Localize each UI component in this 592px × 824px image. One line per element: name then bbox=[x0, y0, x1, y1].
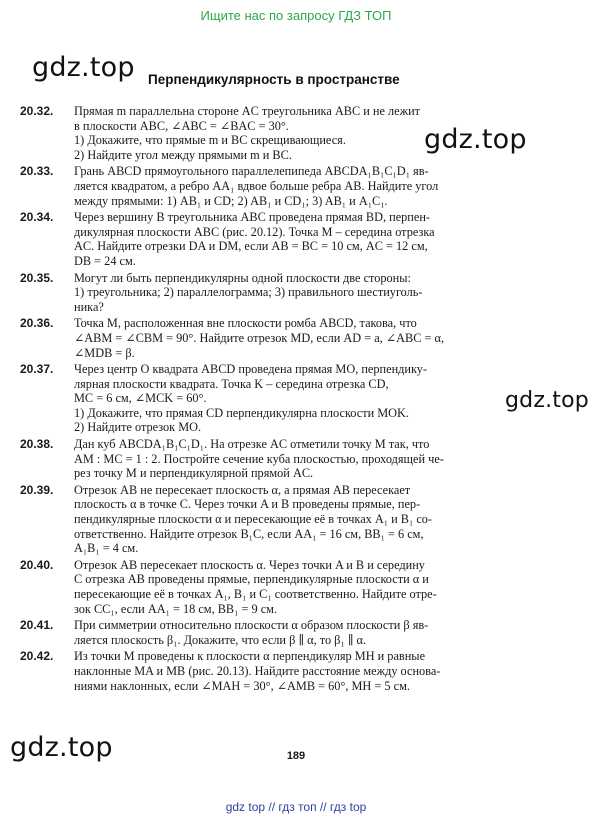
problem-number: 20.36. bbox=[20, 316, 54, 331]
watermark-logo: gdz.top bbox=[32, 52, 135, 83]
problem-item bbox=[20, 362, 572, 435]
problem-text-line: пендикулярные плоскости α и пересекающие её в точках A₁ и B₁ со- bbox=[74, 512, 433, 527]
problem-text-line: Через центр O квадрата ABCD проведена прямая MO, перпендику- bbox=[74, 362, 428, 377]
section-title: Перпендикулярность в пространстве bbox=[148, 72, 400, 87]
problem-item bbox=[20, 437, 572, 481]
problem-text-line: C отрезка AB проведены прямые, перпендикулярные плоскости α и bbox=[74, 572, 429, 587]
problem-item bbox=[20, 164, 572, 208]
problem-text-line: пересекающие её в точках A₁, B₁ и C₁ соответственно. Найдите отре- bbox=[74, 587, 437, 601]
problem-item bbox=[20, 483, 572, 556]
problem-text-line: рез точку M и перпендикулярной прямой AC. bbox=[74, 466, 314, 481]
problem-text-line: ниями наклонных, если ∠MAH = 30°, ∠AMB = 60°, MH = 5 см. bbox=[74, 678, 410, 693]
problem-number: 20.38. bbox=[20, 437, 54, 452]
watermark-logo: gdz.top bbox=[10, 732, 113, 763]
problem-text-line: ляется квадратом, а ребро AA₁ вдвое больше ребра AB. Найдите угол bbox=[74, 178, 439, 193]
problem-item bbox=[20, 558, 572, 616]
problem-number: 20.42. bbox=[20, 649, 54, 664]
problem-item bbox=[20, 316, 572, 360]
problem-text-line: Могут ли быть перпендикулярны одной плоскости две стороны: bbox=[74, 270, 411, 285]
problem-text-line: между прямыми: 1) AB₁ и CD; 2) AB₁ и CD₁; 3) AB₁ и A₁C₁. bbox=[74, 193, 388, 208]
problem-text-line: Точка M, расположенная вне плоскости ромба ABCD, такова, что bbox=[74, 316, 417, 331]
problem-text-line: 2) Найдите отрезок MO. bbox=[74, 420, 202, 435]
problem-text-line: лярная плоскости квадрата. Точка K – середина отрезка CD, bbox=[74, 376, 389, 391]
problem-item bbox=[20, 271, 572, 315]
problem-text-line: A₁B₁ = 4 см. bbox=[74, 541, 139, 556]
problem-text-line: Из точки M проведены к плоскости α перпендикуляр MH и равные bbox=[74, 649, 426, 664]
problem-item bbox=[20, 210, 572, 268]
problem-number: 20.33. bbox=[20, 164, 54, 179]
problem-text-line: в плоскости ABC, ∠ABC = ∠BAC = 30°. bbox=[74, 118, 289, 133]
problem-number: 20.40. bbox=[20, 557, 54, 572]
problem-number: 20.41. bbox=[20, 618, 54, 633]
problem-item bbox=[20, 104, 572, 162]
problem-item bbox=[20, 618, 572, 647]
problem-text-line: дикулярная плоскости ABC (рис. 20.12). Точка M – середина отрезка bbox=[74, 224, 435, 239]
problem-text-line: ника? bbox=[74, 299, 104, 314]
watermark-logo: gdz.top bbox=[424, 124, 527, 155]
top-banner: Ищите нас по запросу ГДЗ ТОП bbox=[200, 8, 392, 23]
footer-links[interactable]: gdz top // гдз топ // гдз top bbox=[225, 800, 367, 814]
problem-number: 20.39. bbox=[20, 482, 54, 497]
problem-text-line: ∠ABM = ∠CBM = 90°. Найдите отрезок MD, если AD = a, ∠ABC = α, bbox=[74, 330, 445, 345]
problem-text-line: 1) Докажите, что прямая CD перпендикулярна плоскости MOK. bbox=[74, 405, 409, 420]
problem-text-line: зок CC₁, если AA₁ = 18 см, BB₁ = 9 см. bbox=[74, 601, 278, 616]
problem-text-line: 2) Найдите угол между прямыми m и BC. bbox=[74, 147, 292, 162]
problem-text-line: AM : MC = 1 : 2. Постройте сечение куба плоскостью, проходящей че- bbox=[74, 451, 444, 466]
problem-number: 20.35. bbox=[20, 270, 54, 285]
problem-item bbox=[20, 649, 572, 693]
problem-text-line: Отрезок AB не пересекает плоскость α, а прямая AB пересекает bbox=[74, 482, 411, 497]
problem-text-line: Отрезок AB пересекает плоскость α. Через точки A и B и середину bbox=[74, 557, 425, 572]
problem-text-line: наклонные MA и MB (рис. 20.13). Найдите расстояние между основа- bbox=[74, 663, 441, 678]
problem-text-line: MC = 6 см, ∠MCK = 60°. bbox=[74, 391, 207, 406]
problem-list bbox=[20, 104, 572, 695]
problem-text-line: Через вершину B треугольника ABC проведена прямая BD, перпен- bbox=[74, 210, 431, 225]
problem-text-line: ляется плоскость β₁. Докажите, что если β ∥ α, то β₁ ∥ α. bbox=[74, 632, 367, 647]
problem-number: 20.32. bbox=[20, 104, 54, 118]
page-number: 189 bbox=[286, 750, 306, 762]
watermark-logo: gdz.top bbox=[505, 388, 589, 413]
problem-text-line: 1) треугольника; 2) параллелограмма; 3) правильного шестиуголь- bbox=[74, 285, 423, 300]
problem-text-line: ∠MDB = β. bbox=[74, 345, 135, 360]
problem-text-line: AC. Найдите отрезки DA и DM, если AB = BC = 10 см, AC = 12 см, bbox=[74, 239, 428, 254]
problem-text-line: DB = 24 см. bbox=[74, 253, 136, 268]
problem-text-line: плоскость α в точке C. Через точки A и B проведены прямые, пер- bbox=[74, 497, 421, 512]
problem-number: 20.34. bbox=[20, 210, 54, 225]
problem-text-line: Дан куб ABCDA₁B₁C₁D₁. На отрезке AC отметили точку M так, что bbox=[74, 437, 430, 452]
problem-number: 20.37. bbox=[20, 362, 54, 377]
problem-text-line: Прямая m параллельна стороне AC треугольника ABC и не лежит bbox=[74, 104, 421, 118]
problem-text-line: Грань ABCD прямоугольного параллелепипеда ABCDA₁B₁C₁D₁ яв- bbox=[74, 164, 429, 179]
problem-text-line: При симметрии относительно плоскости α образом плоскости β яв- bbox=[74, 618, 429, 633]
problem-text-line: ответственно. Найдите отрезок B₁C, если AA₁ = 16 см, BB₁ = 6 см, bbox=[74, 526, 424, 541]
problem-text-line: 1) Докажите, что прямые m и BC скрещивающиеся. bbox=[74, 133, 346, 148]
